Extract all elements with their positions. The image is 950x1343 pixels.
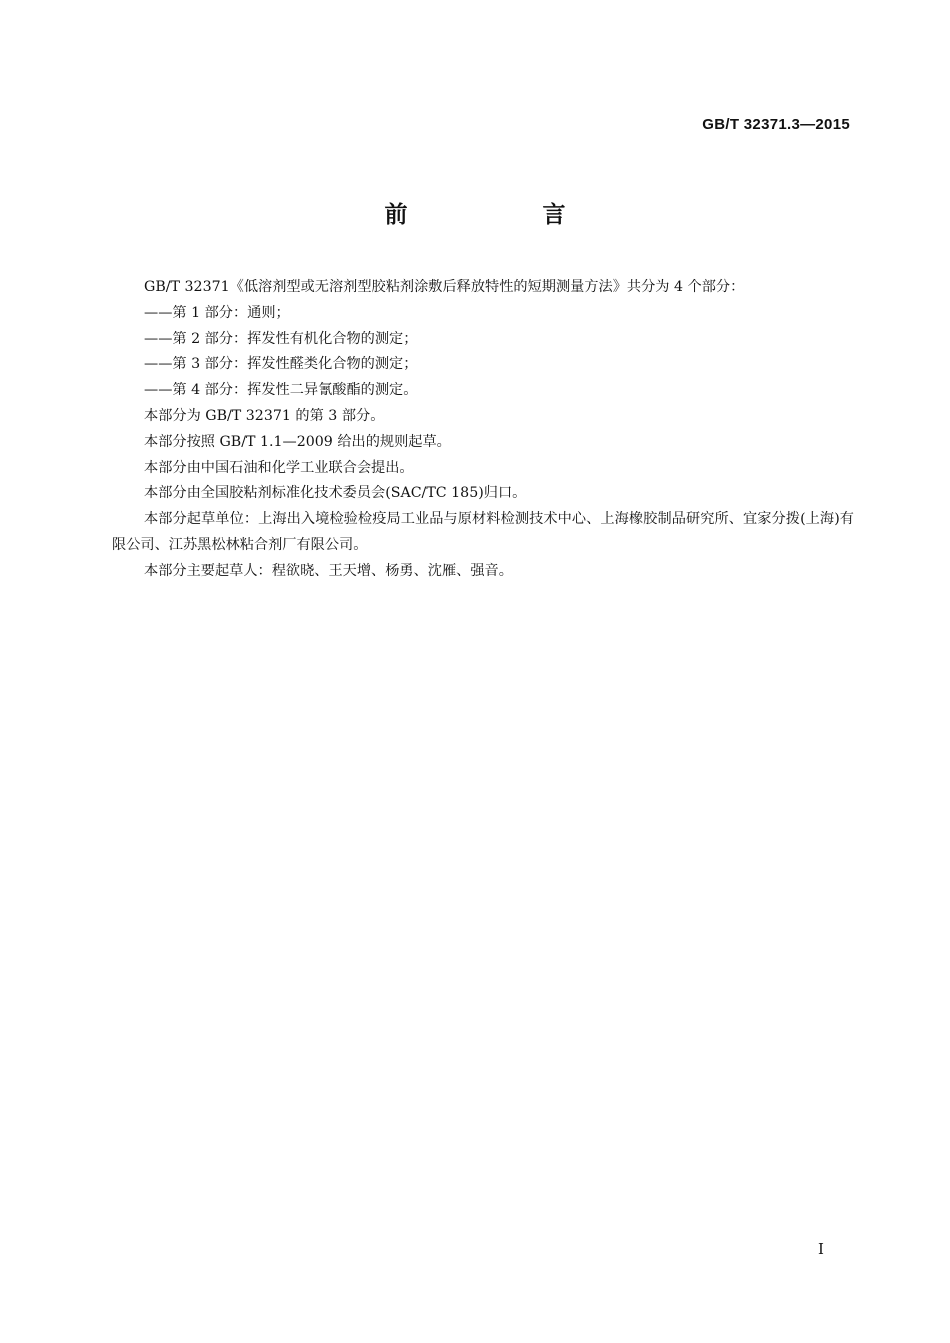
part-list-item: ——第 4 部分：挥发性二异氰酸酯的测定。 (144, 382, 418, 399)
technical-committee: 本部分由全国胶粘剂标准化技术委员会(SAC/TC 185)归口。 (144, 485, 527, 502)
part-statement: 本部分为 GB/T 32371 的第 3 部分。 (144, 407, 385, 424)
intro-paragraph: GB/T 32371《低溶剂型或无溶剂型胶粘剂涂敷后释放特性的短期测量方法》共分为 4 个部分： (144, 279, 745, 295)
proposer: 本部分由中国石油和化学工业联合会提出。 (144, 459, 414, 476)
main-drafters: 本部分主要起草人：程欲晓、王天增、杨勇、沈雁、强音。 (144, 562, 513, 579)
part-list-item: ——第 2 部分：挥发性有机化合物的测定； (144, 330, 418, 347)
part-list-item: ——第 3 部分：挥发性醛类化合物的测定； (144, 356, 418, 373)
drafting-units: 本部分起草单位：上海出入境检验检疫局工业品与原材料检测技术中心、上海橡胶制品研究所、宜家分拨(上海)有限公司、江苏黑松林粘合剂厂有限公司。 (112, 511, 854, 553)
standard-code: GB/T 32371.3—2015 (702, 116, 850, 133)
foreword-body (112, 275, 854, 585)
page-title: 前 言 (384, 202, 622, 228)
drafting-rules: 本部分按照 GB/T 1.1—2009 给出的规则起草。 (144, 433, 451, 450)
part-list-item: ——第 1 部分：通则； (144, 304, 290, 321)
page-number: I (818, 1240, 824, 1258)
